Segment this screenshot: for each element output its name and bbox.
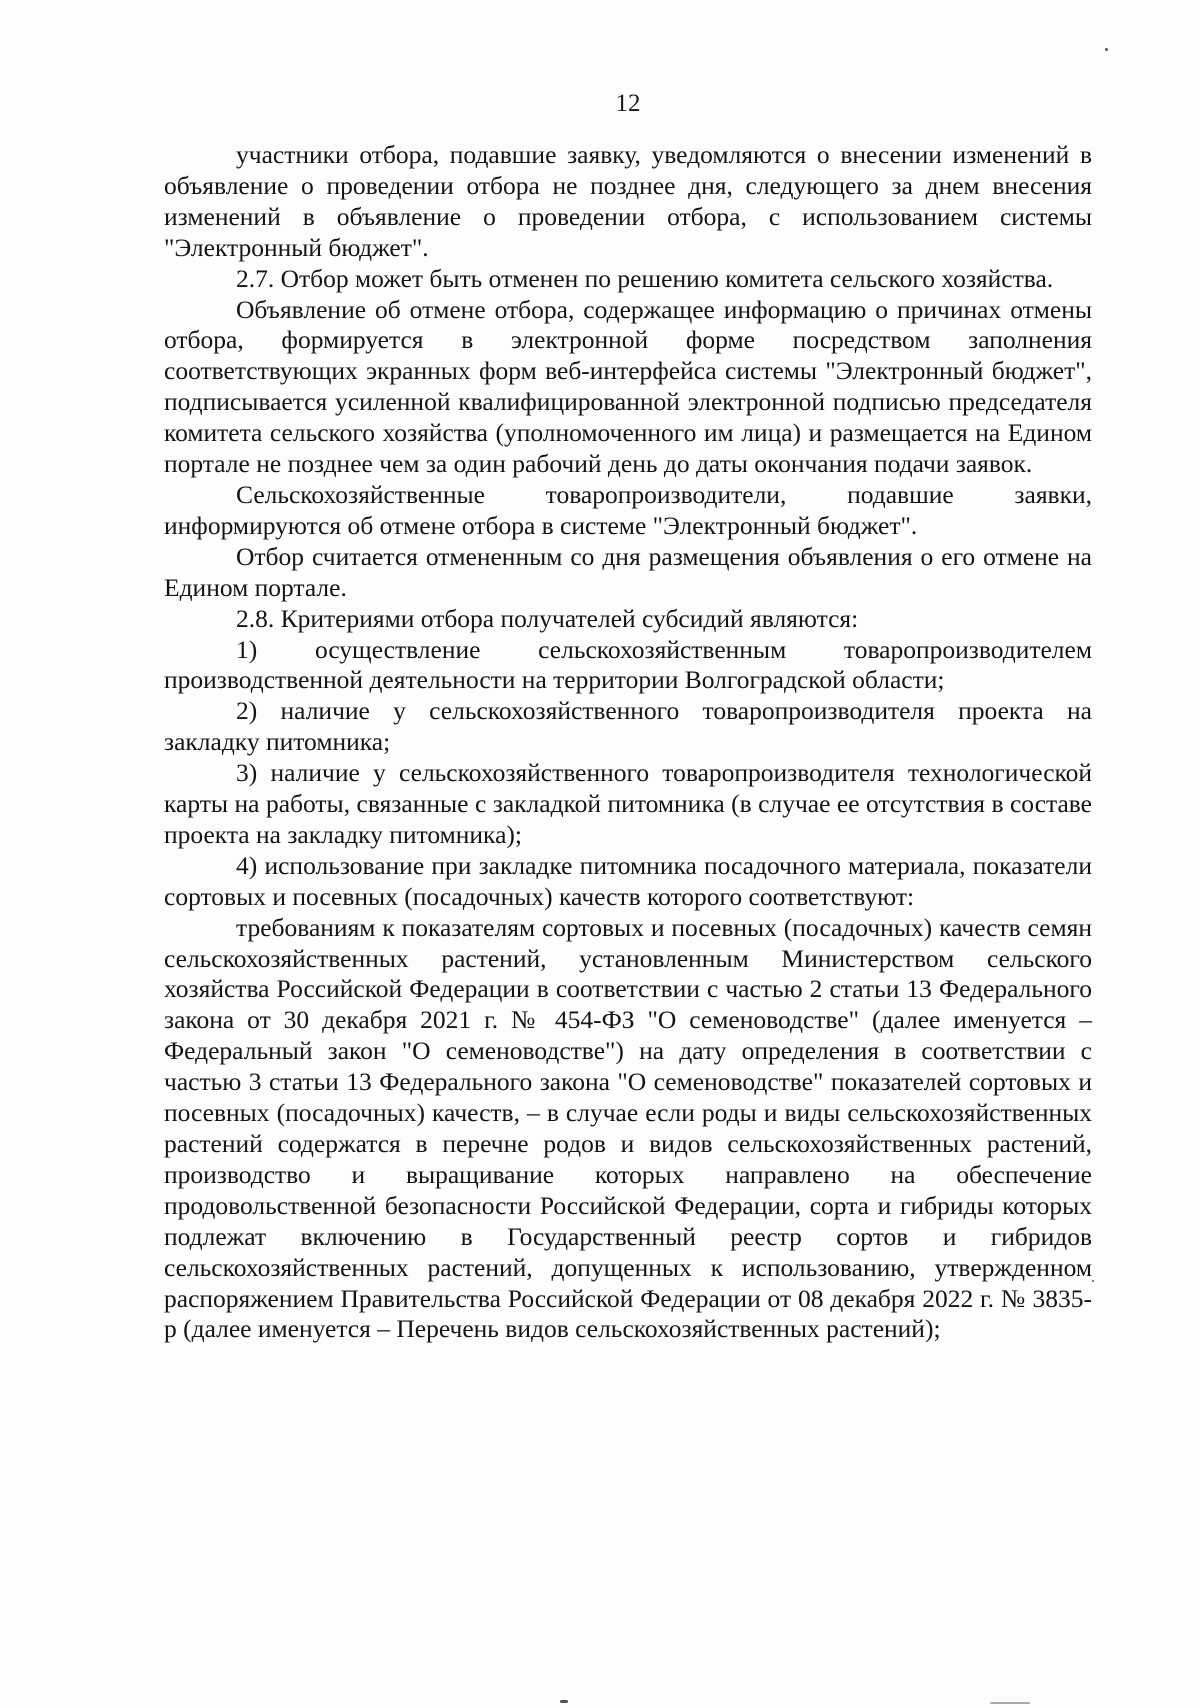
scan-speck <box>560 1700 568 1703</box>
paragraph-selection-cancelled: Отбор считается отмененным со дня размещения объявления о его отмене на Едином портале. <box>164 541 1092 602</box>
paragraph-2-8: 2.8. Критериями отбора получателей субсидий являются: <box>236 603 859 633</box>
list-item-criterion-2: 2) наличие у сельскохозяйственного товаропроизводителя проекта на закладку питомника; <box>164 696 1092 757</box>
paragraph-cancellation-notice: Объявление об отмене отбора, содержащее информацию о причинах отмены отбора, формируется в электронной форме посредством заполнения соответствующих экранных форм веб-интерфейса системы "Электронный бюджет", подписывается усиленной квалифицированной электронной подписью председателя комитета сельского хозяйства (уполномоченного им лица) и размещается на Едином портале не позднее чем за один рабочий день до даты окончания подачи заявок. <box>164 294 1092 479</box>
paragraph-2-7: 2.7. Отбор может быть отменен по решению комитета сельского хозяйства. <box>236 263 1054 293</box>
list-item-criterion-4: 4) использование при закладке питомника посадочного материала, показатели сортовых и посевных (посадочных) качеств которого соответствуют: <box>164 850 1092 911</box>
paragraph-amendment-notice: участники отбора, подавшие заявку, уведомляются о внесении изменений в объявление о проведении отбора не позднее дня, следующего за днем внесения изменений в объявление о проведении отбора, с использованием системы "Электронный бюджет". <box>164 140 1092 262</box>
document-body <box>164 140 1092 1345</box>
page-number: 12 <box>615 90 641 117</box>
list-item-criterion-3: 3) наличие у сельскохозяйственного товаропроизводителя технологической карты на работы, связанные с закладкой питомника (в случае ее отсутствия в составе проекта на закладку питомника); <box>164 758 1092 849</box>
scan-speck <box>1092 1280 1094 1282</box>
paragraph-producers-informed: Сельскохозяйственные товаропроизводители, подавшие заявки, информируются об отмене отбора в системе "Электронный бюджет". <box>164 479 1092 540</box>
scan-speck <box>1105 48 1108 51</box>
list-item-criterion-1: 1) осуществление сельскохозяйственным товаропроизводителем производственной деятельности на территории Волгоградской области; <box>164 634 1092 695</box>
scan-speck <box>990 1702 1030 1704</box>
paragraph-seed-requirements: требованиям к показателям сортовых и посевных (посадочных) качеств семян сельскохозяйственных растений, установленным Министерством сельского хозяйства Российской Федерации в соответствии с частью 2 статьи 13 Федерального закона от 30 декабря 2021 г. № 454-ФЗ "О семеноводстве" (далее именуется – Федеральный закон "О семеноводстве") на дату определения в соответствии с частью 3 статьи 13 Федерального закона "О семеноводстве" показателей сортовых и посевных (посадочных) качеств, – в случае если роды и виды сельскохозяйственных растений содержатся в перечне родов и видов сельскохозяйственных растений, производство и выращивание которых направлено на обеспечение продовольственной безопасности Российской Федерации, сорта и гибриды которых подлежат включению в Государственный реестр сортов и гибридов сельскохозяйственных растений, допущенных к использованию, утвержденном распоряжением Правительства Российской Федерации от 08 декабря 2022 г. № 3835-р (далее именуется – Перечень видов сельскохозяйственных растений); <box>164 912 1092 1344</box>
